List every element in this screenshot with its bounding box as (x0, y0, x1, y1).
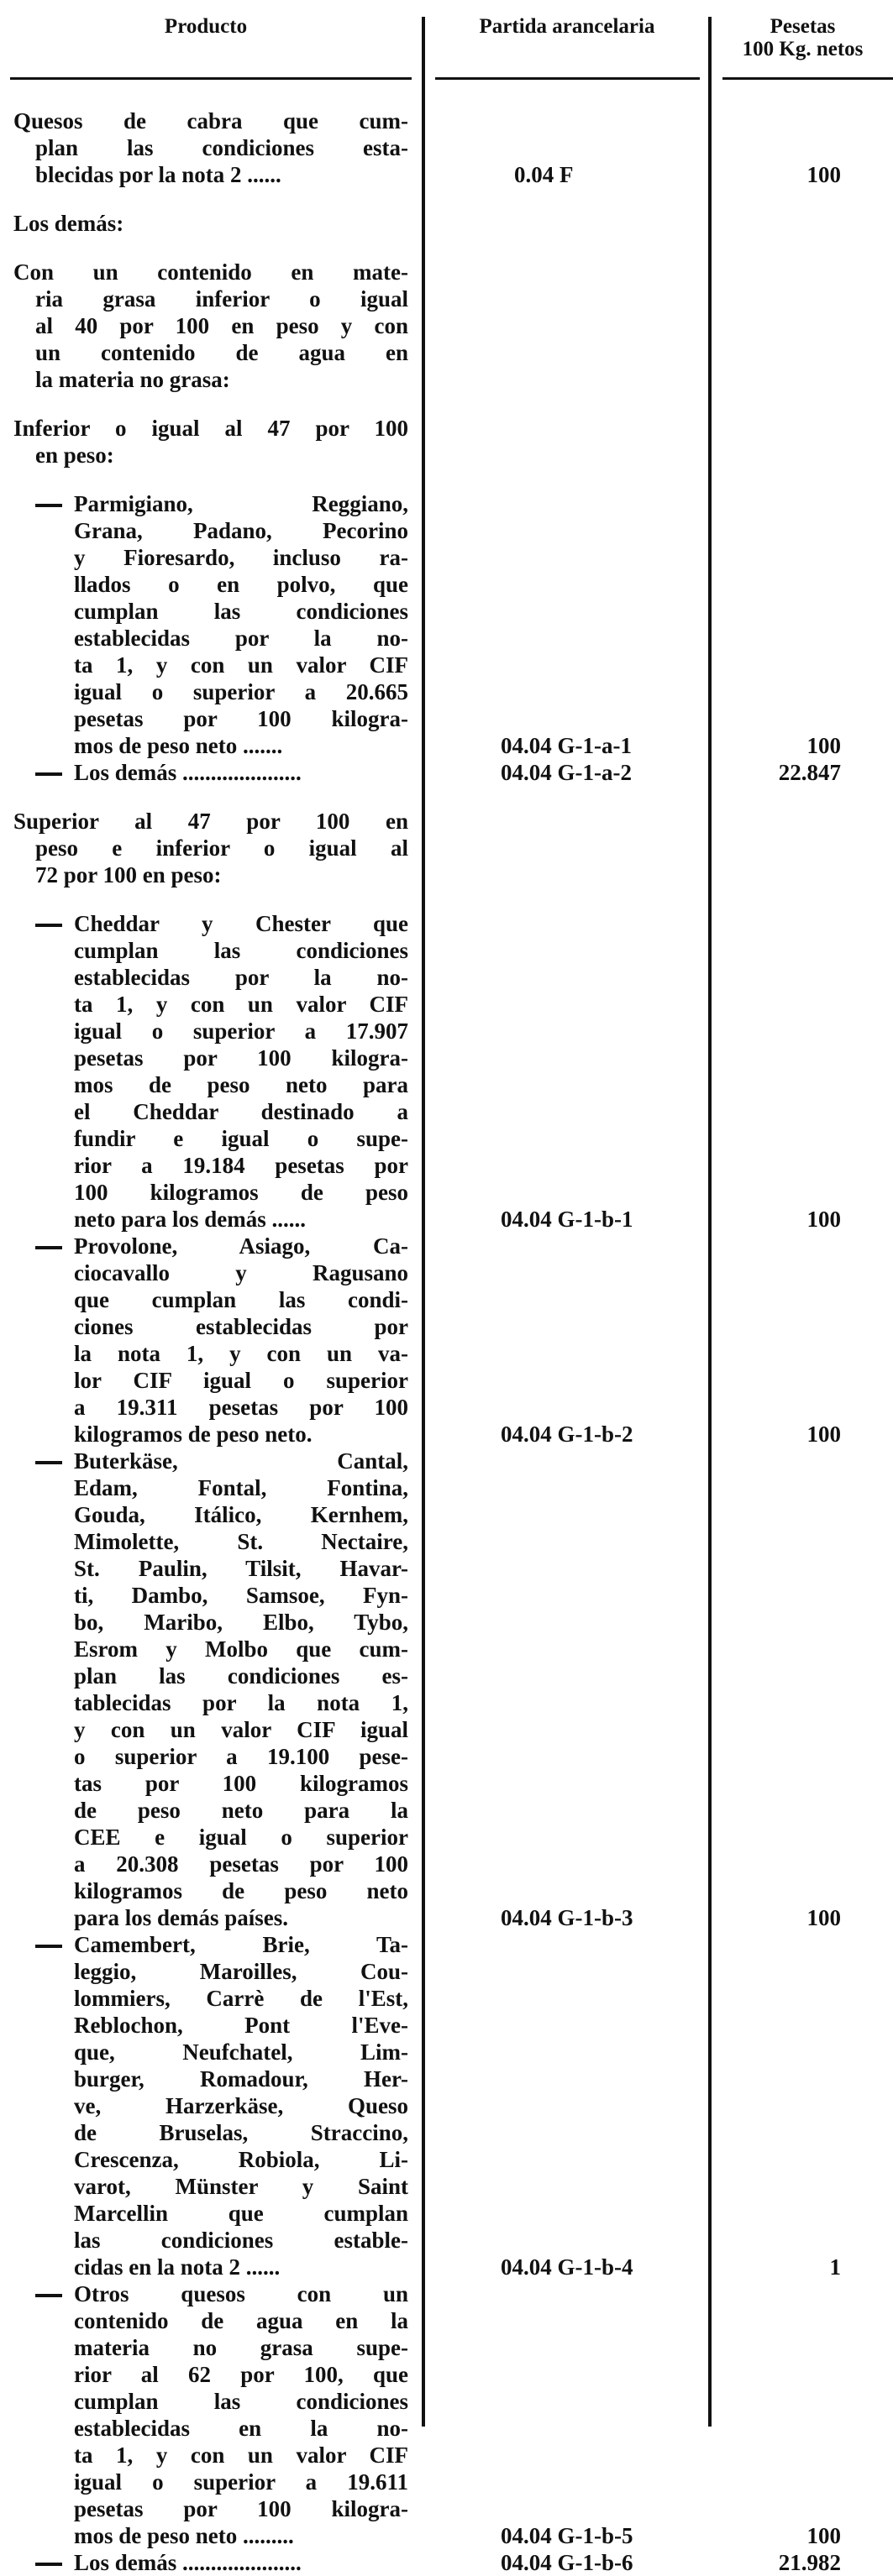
product-line (0, 1125, 893, 1152)
tariff-heading-code: 04.04 G-1-b-4 (501, 2254, 633, 2280)
tariff-heading-code: 04.04 G-1-a-1 (501, 733, 632, 758)
product-line (0, 1582, 893, 1609)
tariff-heading-code: 04.04 G-1-b-5 (501, 2523, 633, 2548)
em-dash-bullet-icon (35, 910, 64, 937)
product-description-text: establecidas por la no- (74, 626, 408, 651)
pesetas-value: 100 (806, 162, 841, 187)
product-line (0, 1501, 893, 1528)
table-row (0, 415, 893, 469)
product-line (0, 1958, 893, 1985)
product-description-text: la materia no grasa: (35, 367, 230, 392)
header-rule-tariff (435, 77, 700, 80)
product-description-text: cumplan las condiciones (74, 599, 408, 624)
product-line (0, 1233, 893, 1259)
product-description-text: kilogramos de peso neto. (74, 1422, 313, 1447)
product-description-text: mos de peso neto ......... (74, 2523, 294, 2548)
product-line (0, 1394, 893, 1421)
row-spacer (0, 888, 893, 910)
product-description-text: ve, Harzerkäse, Queso (74, 2093, 408, 2118)
tariff-heading-code: 04.04 G-1-b-3 (501, 1905, 633, 1930)
product-description-text: establecidas en la no- (74, 2416, 408, 2441)
product-description-text: contenido de agua en la (74, 2308, 408, 2333)
product-description-text: leggio, Maroilles, Cou- (74, 1959, 408, 1984)
product-description-text: Reblochon, Pont l'Eve- (74, 2013, 408, 2038)
product-description-text: pesetas por 100 kilogra- (74, 2496, 408, 2521)
column-header-tariff-heading: Partida arancelaria (479, 15, 655, 38)
em-dash-bullet-icon (35, 2280, 64, 2307)
product-description-text: tablecidas por la nota 1, (74, 1690, 408, 1715)
product-line (0, 366, 893, 393)
product-description-text: fundir e igual o supe- (74, 1126, 408, 1151)
table-row (0, 107, 893, 188)
product-description-text: plan las condiciones es- (74, 1663, 408, 1689)
product-description-text: pesetas por 100 kilogra- (74, 1045, 408, 1071)
row-spacer (0, 786, 893, 808)
product-line (0, 1179, 893, 1206)
em-dash-bullet-icon (35, 490, 64, 517)
tariff-heading-code: 04.04 G-1-a-2 (501, 760, 632, 785)
product-line (0, 1421, 893, 1448)
product-description-text: Quesos de cabra que cum- (13, 108, 408, 134)
em-dash-bullet-icon (35, 1233, 64, 1259)
product-line (0, 1689, 893, 1716)
product-line (0, 1528, 893, 1555)
row-spacer (0, 469, 893, 490)
pesetas-value: 1 (829, 2254, 841, 2280)
product-description-text: Los demás ..................... (74, 760, 302, 785)
product-description-text: lommiers, Carrè de l'Est, (74, 1986, 408, 2011)
table-row (0, 1233, 893, 1448)
product-line (0, 705, 893, 732)
product-line (0, 2173, 893, 2200)
product-description-text: de peso neto para la (74, 1798, 408, 1823)
product-line (0, 2227, 893, 2254)
product-description-text: mos de peso neto para (74, 1072, 408, 1097)
product-line (0, 2495, 893, 2522)
product-line (0, 1152, 893, 1179)
product-description-text: Los demás: (13, 211, 124, 236)
product-line (0, 991, 893, 1018)
product-description-text: la nota 1, y con un va- (74, 1341, 408, 1366)
product-description-text: peso e inferior o igual al (35, 835, 408, 861)
product-description-text: Los demás ..................... (74, 2550, 302, 2575)
product-description-text: rior a 19.184 pesetas por (74, 1153, 408, 1178)
product-line (0, 1931, 893, 1958)
product-line (0, 1797, 893, 1824)
column-header-pesetas (712, 15, 893, 60)
product-line (0, 835, 893, 861)
table-row (0, 759, 893, 786)
product-description-text: Edam, Fontal, Fontina, (74, 1475, 408, 1500)
table-row (0, 1448, 893, 1931)
product-line (0, 2415, 893, 2442)
product-line (0, 1636, 893, 1662)
product-line (0, 134, 893, 161)
product-line (0, 1340, 893, 1367)
table-row (0, 910, 893, 1233)
product-line (0, 1206, 893, 1233)
product-line (0, 732, 893, 759)
row-spacer (0, 237, 893, 259)
product-line (0, 1259, 893, 1286)
product-description-text: 100 kilogramos de peso (74, 1180, 408, 1205)
product-description-text: mos de peso neto ....... (74, 733, 283, 758)
product-description-text: ria grasa inferior o igual (35, 286, 408, 312)
product-line (0, 442, 893, 469)
product-line (0, 339, 893, 366)
product-description-text: blecidas por la nota 2 ...... (35, 162, 281, 187)
product-line (0, 1609, 893, 1636)
product-line (0, 2039, 893, 2066)
product-line (0, 652, 893, 678)
product-line (0, 2012, 893, 2039)
product-description-text: kilogramos de peso neto (74, 1878, 408, 1903)
product-line (0, 210, 893, 237)
pesetas-value: 100 (806, 2523, 841, 2548)
pesetas-value: 100 (806, 733, 841, 758)
product-description-text: Inferior o igual al 47 por 100 (13, 416, 408, 441)
product-line (0, 544, 893, 571)
tariff-heading-code: 04.04 G-1-b-6 (501, 2550, 633, 2575)
column-header-pesetas-line1: Pesetas (770, 15, 836, 38)
product-description-text: Esrom y Molbo que cum- (74, 1636, 408, 1662)
product-line (0, 312, 893, 339)
product-description-text: llados o en polvo, que (74, 572, 408, 597)
product-description-text: y Fioresardo, incluso ra- (74, 545, 408, 570)
product-line (0, 259, 893, 285)
product-description-text: ciones establecidas por (74, 1314, 408, 1339)
product-line (0, 678, 893, 705)
product-line (0, 2200, 893, 2227)
product-line (0, 2280, 893, 2307)
product-description-text: CEE e igual o superior (74, 1825, 408, 1850)
product-description-text: Gouda, Itálico, Kernhem, (74, 1502, 408, 1527)
product-line (0, 2469, 893, 2495)
product-description-text: o superior a 19.100 pese- (74, 1744, 408, 1769)
product-line (0, 625, 893, 652)
product-line (0, 759, 893, 786)
pesetas-value: 21.982 (778, 2550, 841, 2575)
table-row (0, 259, 893, 393)
product-line (0, 1770, 893, 1797)
product-description-text: igual o superior a 20.665 (74, 679, 408, 704)
product-line (0, 1985, 893, 2012)
product-description-text: ti, Dambo, Samsoe, Fyn- (74, 1583, 408, 1608)
table-row (0, 210, 893, 237)
product-description-text: neto para los demás ...... (74, 1207, 306, 1232)
product-line (0, 1662, 893, 1689)
product-description-text: lor CIF igual o superior (74, 1368, 408, 1393)
em-dash-bullet-icon (35, 2549, 64, 2576)
tariff-heading-code: 0.04 F (514, 162, 574, 187)
product-line (0, 1555, 893, 1582)
product-line (0, 2119, 893, 2146)
product-line (0, 2254, 893, 2280)
product-line (0, 1018, 893, 1045)
product-line (0, 2388, 893, 2415)
product-description-text: igual o superior a 19.611 (74, 2469, 408, 2495)
table-row (0, 2280, 893, 2549)
product-line (0, 1367, 893, 1394)
product-description-text: Mimolette, St. Nectaire, (74, 1529, 408, 1554)
product-line (0, 2307, 893, 2334)
product-line (0, 964, 893, 991)
product-description-text: Otros quesos con un (74, 2281, 408, 2306)
product-line (0, 285, 893, 312)
table-body (0, 107, 893, 2576)
product-description-text: ta 1, y con un valor CIF (74, 992, 408, 1017)
product-description-text: Provolone, Asiago, Ca- (74, 1233, 408, 1259)
product-description-text: cumplan las condiciones (74, 2389, 408, 2414)
product-description-text: de Bruselas, Straccino, (74, 2120, 408, 2145)
product-description-text: al 40 por 100 en peso y con (35, 313, 408, 338)
product-line (0, 1824, 893, 1851)
product-line (0, 571, 893, 598)
product-line (0, 1743, 893, 1770)
pesetas-value: 100 (806, 1422, 841, 1447)
product-description-text: tas por 100 kilogramos (74, 1771, 408, 1796)
product-line (0, 1313, 893, 1340)
product-description-text: Cheddar y Chester que (74, 911, 408, 936)
product-description-text: 72 por 100 en peso: (35, 862, 222, 887)
table-row (0, 2549, 893, 2576)
product-description-text: y con un valor CIF igual (74, 1717, 408, 1742)
product-line (0, 598, 893, 625)
product-description-text: Parmigiano, Reggiano, (74, 491, 408, 516)
product-line (0, 861, 893, 888)
product-description-text: un contenido de agua en (35, 340, 408, 365)
product-description-text: Marcellin que cumplan (74, 2201, 408, 2226)
product-description-text: las condiciones estable- (74, 2228, 408, 2253)
em-dash-bullet-icon (35, 1931, 64, 1958)
pesetas-value: 100 (806, 1207, 841, 1232)
product-line (0, 1877, 893, 1904)
product-description-text: a 20.308 pesetas por 100 (74, 1851, 408, 1877)
product-description-text: en peso: (35, 442, 114, 468)
product-description-text: St. Paulin, Tilsit, Havar- (74, 1556, 408, 1581)
product-line (0, 808, 893, 835)
product-description-text: materia no grasa supe- (74, 2335, 408, 2360)
product-description-text: que cumplan las condi- (74, 1287, 408, 1312)
product-line (0, 2522, 893, 2549)
column-header-product: Producto (164, 15, 248, 38)
product-line (0, 161, 893, 188)
product-description-text: igual o superior a 17.907 (74, 1018, 408, 1044)
product-description-text: pesetas por 100 kilogra- (74, 706, 408, 731)
product-line (0, 2334, 893, 2361)
product-description-text: cumplan las condiciones (74, 938, 408, 963)
product-line (0, 2442, 893, 2469)
product-description-text: Grana, Padano, Pecorino (74, 518, 408, 543)
product-line (0, 1045, 893, 1071)
product-description-text: a 19.311 pesetas por 100 (74, 1395, 408, 1420)
product-line (0, 910, 893, 937)
product-line (0, 1286, 893, 1313)
product-line (0, 1851, 893, 1877)
product-description-text: cidas en la nota 2 ...... (74, 2254, 281, 2280)
product-description-text: Crescenza, Robiola, Li- (74, 2147, 408, 2172)
product-description-text: Camembert, Brie, Ta- (74, 1932, 408, 1957)
product-line (0, 1904, 893, 1931)
product-line (0, 1448, 893, 1474)
table-row (0, 808, 893, 888)
em-dash-bullet-icon (35, 759, 64, 786)
product-line (0, 2549, 893, 2576)
product-line (0, 490, 893, 517)
product-description-text: bo, Maribo, Elbo, Tybo, (74, 1610, 408, 1635)
product-description-text: el Cheddar destinado a (74, 1099, 408, 1124)
product-description-text: rior al 62 por 100, que (74, 2362, 408, 2387)
product-description-text: Con un contenido en mate- (13, 259, 408, 285)
table-row (0, 490, 893, 759)
header-rule-pesetas (722, 77, 893, 80)
product-line (0, 2066, 893, 2092)
product-description-text: burger, Romadour, Her- (74, 2066, 408, 2092)
header-rule-product (10, 77, 412, 80)
pesetas-value: 22.847 (778, 760, 841, 785)
product-description-text: plan las condiciones esta- (35, 135, 408, 160)
product-line (0, 107, 893, 134)
product-line (0, 415, 893, 442)
product-description-text: para los demás países. (74, 1905, 289, 1930)
product-line (0, 1098, 893, 1125)
tariff-heading-code: 04.04 G-1-b-2 (501, 1422, 633, 1447)
product-description-text: establecidas por la no- (74, 965, 408, 990)
product-description-text: ta 1, y con un valor CIF (74, 2442, 408, 2468)
tariff-heading-code: 04.04 G-1-b-1 (501, 1207, 633, 1232)
product-line (0, 517, 893, 544)
product-line (0, 1071, 893, 1098)
row-spacer (0, 393, 893, 415)
product-line (0, 937, 893, 964)
product-line (0, 1474, 893, 1501)
product-description-text: varot, Münster y Saint (74, 2174, 408, 2199)
pesetas-value: 100 (806, 1905, 841, 1930)
product-description-text: ciocavallo y Ragusano (74, 1260, 408, 1285)
column-header-pesetas-line2: 100 Kg. netos (742, 38, 864, 60)
row-spacer (0, 188, 893, 210)
product-line (0, 1716, 893, 1743)
table-row (0, 1931, 893, 2280)
em-dash-bullet-icon (35, 1448, 64, 1474)
product-line (0, 2361, 893, 2388)
product-description-text: que, Neufchatel, Lim- (74, 2039, 408, 2065)
product-line (0, 2146, 893, 2173)
product-line (0, 2092, 893, 2119)
product-description-text: Buterkäse, Cantal, (74, 1448, 408, 1474)
product-description-text: Superior al 47 por 100 en (13, 809, 408, 834)
product-description-text: ta 1, y con un valor CIF (74, 652, 408, 678)
